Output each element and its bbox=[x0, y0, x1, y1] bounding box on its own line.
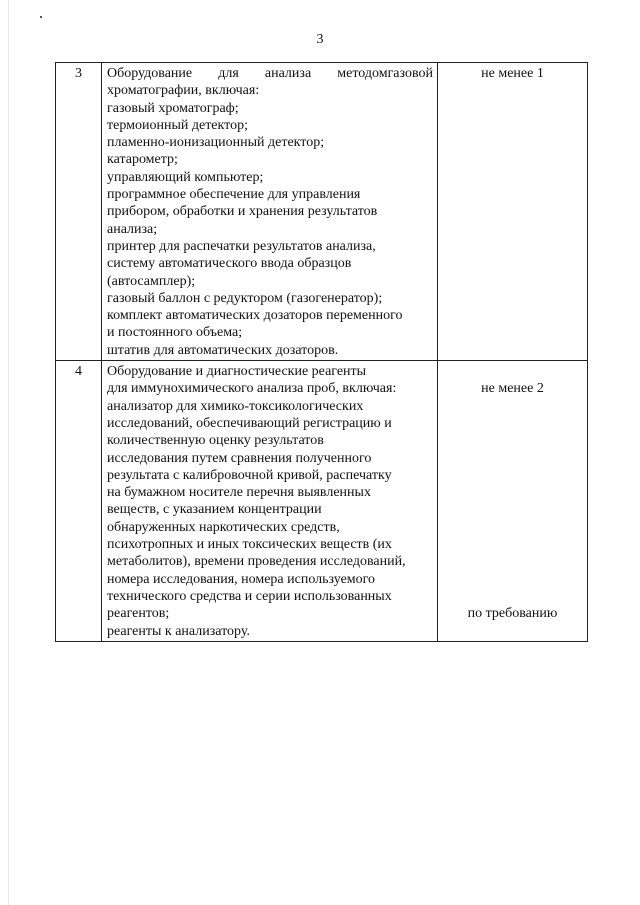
description-line: исследования путем сравнения полученного bbox=[107, 450, 372, 466]
description-line: Оборудование и диагностические реагенты bbox=[107, 364, 367, 380]
description-line: программное обеспечение для управления bbox=[107, 187, 361, 203]
description-line: технического средства и серии использованных bbox=[107, 588, 392, 604]
description-line: и постоянного объема; bbox=[107, 325, 243, 341]
description-line: для иммунохимического анализа проб, включая: bbox=[107, 381, 397, 397]
description-line: количественную оценку результатов bbox=[107, 433, 324, 449]
description-word: Оборудование bbox=[107, 66, 193, 81]
description-line bbox=[107, 65, 433, 82]
description-line: результата с калибровочной кривой, распечатку bbox=[107, 467, 392, 483]
quantity-cell bbox=[438, 361, 588, 642]
description-line: на бумажном носителе перечня выявленных bbox=[107, 485, 371, 501]
quantity-value: не менее 2 bbox=[481, 381, 544, 397]
description-line: хроматографии, включая: bbox=[107, 83, 260, 99]
description-word: анализа bbox=[264, 66, 312, 81]
description-line: штатив для автоматических дозаторов. bbox=[107, 342, 339, 358]
description-line: управляющий компьютер; bbox=[107, 169, 264, 185]
description-line: прибором, обработки и хранения результатов bbox=[107, 204, 378, 220]
equipment-description bbox=[102, 63, 438, 361]
description-line: газовый баллон с редуктором (газогенератор); bbox=[107, 290, 383, 306]
description-line: реагенты к анализатору. bbox=[107, 623, 250, 639]
description-line: комплект автоматических дозаторов переменного bbox=[107, 308, 403, 324]
description-line: психотропных и иных токсических веществ (их bbox=[107, 537, 392, 553]
row-number: 3 bbox=[56, 63, 102, 361]
equipment-table bbox=[55, 62, 588, 642]
quantity-cell bbox=[438, 63, 588, 361]
table-row bbox=[56, 63, 588, 361]
description-line: номера исследования, номера используемого bbox=[107, 571, 376, 587]
quantity-value: не менее 1 bbox=[481, 66, 544, 81]
equipment-description bbox=[102, 361, 438, 642]
description-line: катарометр; bbox=[107, 152, 178, 168]
page-number: 3 bbox=[316, 32, 324, 47]
description-line: (автосамплер); bbox=[107, 273, 196, 289]
page-edge-shadow bbox=[8, 0, 9, 905]
description-line: анализатор для химико-токсикологических bbox=[107, 398, 364, 414]
description-line: термоионный детектор; bbox=[107, 117, 248, 133]
description-line: газовый хроматограф; bbox=[107, 100, 239, 116]
description-line: метаболитов), времени проведения исследований, bbox=[107, 554, 406, 570]
description-line: анализа; bbox=[107, 221, 158, 237]
description-line: реагентов; bbox=[107, 606, 170, 622]
row-number: 4 bbox=[56, 361, 102, 642]
table-row bbox=[56, 361, 588, 642]
description-word: методомгазовой bbox=[337, 66, 433, 81]
description-line: веществ, с указанием концентрации bbox=[107, 502, 322, 518]
description-word: для bbox=[218, 66, 239, 81]
description-line: систему автоматического ввода образцов bbox=[107, 256, 352, 272]
description-line: исследований, обеспечивающий регистрацию и bbox=[107, 415, 392, 431]
description-line: принтер для распечатки результатов анализа, bbox=[107, 238, 376, 254]
description-line: пламенно-ионизационный детектор; bbox=[107, 135, 325, 151]
scan-speck bbox=[40, 16, 42, 18]
quantity-value: по требованию bbox=[467, 606, 558, 622]
description-line: обнаруженных наркотических средств, bbox=[107, 519, 340, 535]
